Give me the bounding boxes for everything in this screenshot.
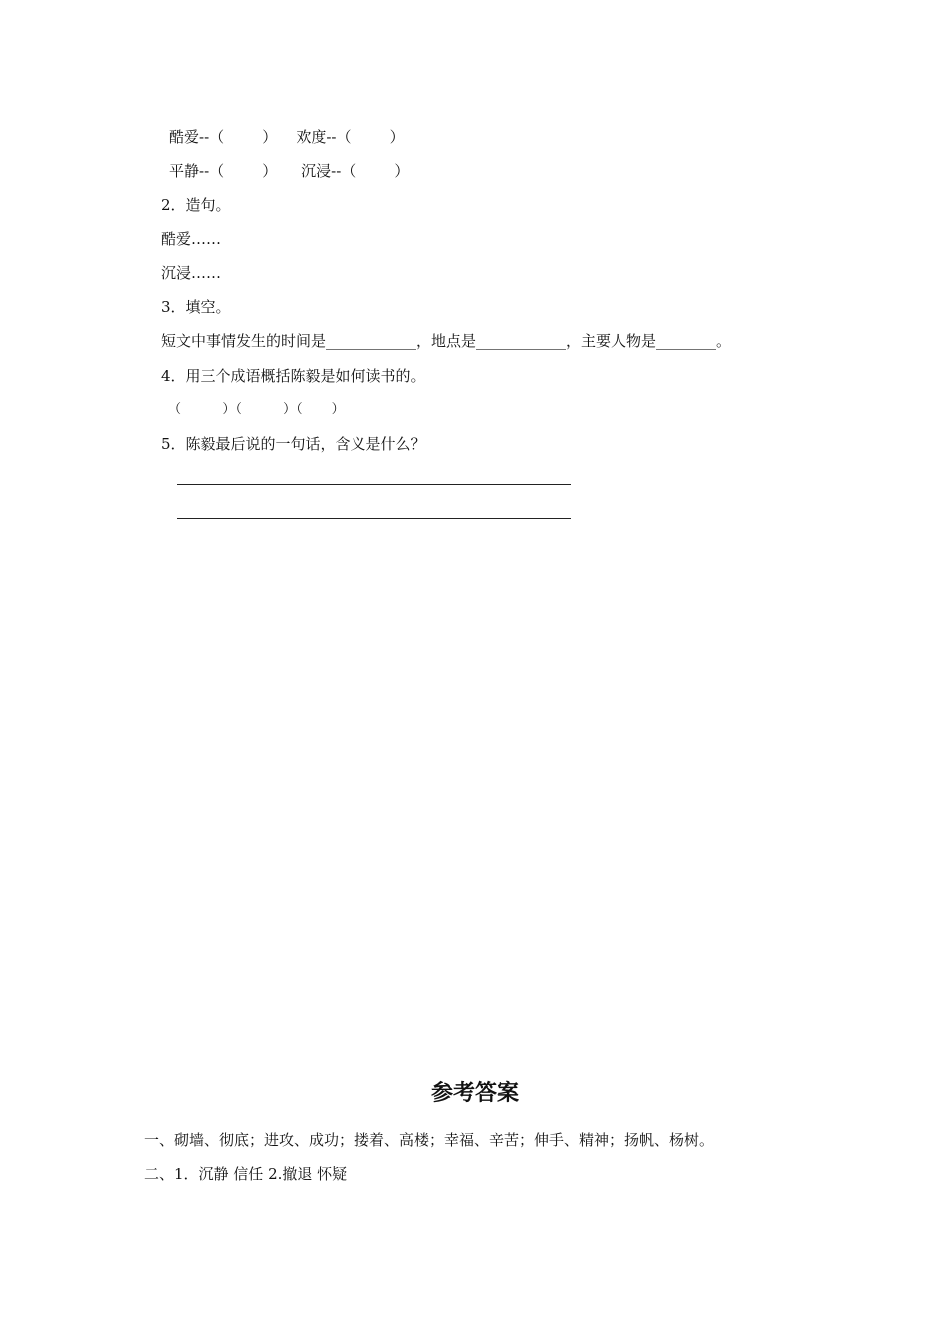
answer-line-1: [177, 484, 571, 485]
question-2: 2．造句。: [161, 196, 231, 214]
question-2-item-2: 沉浸……: [161, 264, 222, 282]
answer-line-2: [177, 518, 571, 519]
synonym-row-2: 平静--（ ） 沉浸--（ ）: [169, 162, 410, 180]
question-4-blanks: （ ）（ ）（ ）: [168, 402, 345, 417]
question-5: 5．陈毅最后说的一句话，含义是什么？: [161, 435, 426, 453]
answers-title: 参考答案: [430, 1080, 519, 1106]
question-2-item-1: 酷爱……: [161, 230, 222, 248]
answers-part-1: 一、砌墙、彻底；进攻、成功；搂着、高楼；幸福、辛苦；伸手、精神；扬帆、杨树。: [144, 1131, 715, 1149]
question-4: 4．用三个成语概括陈毅是如何读书的。: [161, 367, 426, 385]
question-3-text: 短文中事情发生的时间是____________，地点是____________，主要人物是________。: [161, 332, 732, 350]
synonym-row-1: 酷爱--（ ） 欢度--（ ）: [169, 128, 405, 146]
question-3: 3．填空。: [161, 298, 231, 316]
answers-part-2: 二、1．沉静 信任 2.撤退 怀疑: [144, 1165, 348, 1183]
